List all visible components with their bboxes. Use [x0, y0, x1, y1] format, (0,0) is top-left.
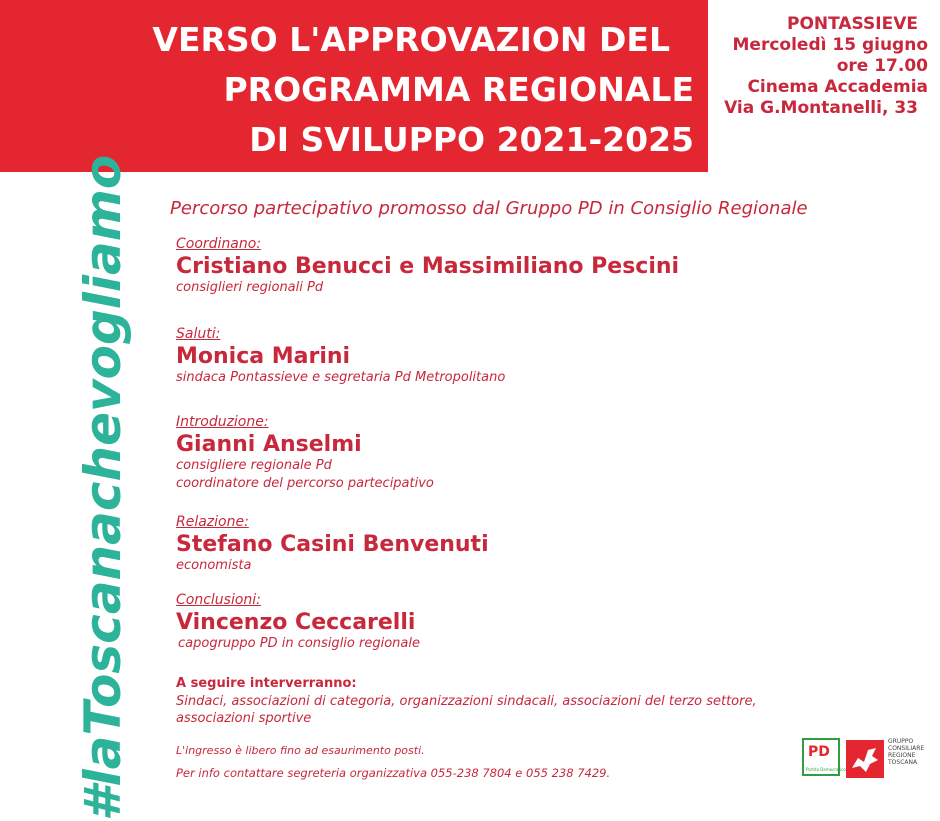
follow-heading: A seguire interverranno:: [176, 676, 357, 691]
section-role: Introduzione:: [176, 414, 269, 430]
speaker-desc: coordinatore del percorso partecipativo: [176, 476, 434, 491]
speaker-desc: capogruppo PD in consiglio regionale: [178, 636, 420, 651]
follow-section: [176, 676, 826, 727]
section-introduzione: [176, 414, 434, 493]
event-city: PONTASSIEVE: [786, 14, 918, 34]
follow-body: Sindaci, associazioni di categoria, organizzazioni sindacali, associazioni del terzo settore, associazioni sportive: [176, 694, 757, 726]
event-time: ore 17.00: [836, 56, 928, 76]
section-saluti: [176, 326, 505, 387]
speaker-name: Vincenzo Ceccarelli: [176, 610, 416, 635]
title-line-3: DI SVILUPPO 2021-2025: [249, 120, 694, 159]
speaker-desc: consigliere regionale Pd: [176, 458, 332, 473]
speaker-desc: economista: [176, 558, 252, 573]
title-line-2: PROGRAMMA REGIONALE: [223, 70, 694, 109]
hashtag-container: [72, 154, 134, 821]
title-line-1: VERSO L'APPROVAZION DEL: [152, 20, 670, 59]
hashtag: #laToscanachevogliamo: [74, 154, 132, 821]
section-relazione: [176, 514, 489, 575]
event-venue: Cinema Accademia: [747, 77, 928, 97]
pegasus-logo-icon: [846, 740, 884, 778]
entry-note: L'ingresso è libero fino ad esaurimento posti.: [176, 744, 425, 757]
pd-logo-small: Partito Democratico: [806, 767, 846, 772]
speaker-name: Gianni Anselmi: [176, 432, 362, 457]
speaker-desc: sindaca Pontassieve e segretaria Pd Metropolitano: [176, 370, 506, 385]
section-role: Coordinano:: [176, 236, 262, 252]
title-banner: [0, 0, 708, 172]
group-text: GRUPPO CONSILIARE REGIONE TOSCANA: [888, 738, 925, 766]
event-address: Via G.Montanelli, 33: [724, 98, 918, 118]
speaker-name: Monica Marini: [176, 344, 351, 369]
speaker-name: Cristiano Benucci e Massimiliano Pescini: [176, 254, 680, 279]
section-conclusioni: [176, 592, 420, 653]
speaker-desc: consiglieri regionali Pd: [176, 280, 324, 295]
subtitle: Percorso partecipativo promosso dal Gruppo PD in Consiglio Regionale: [170, 198, 808, 219]
pd-logo: [802, 738, 846, 776]
pd-logo-text: PD: [808, 744, 830, 760]
event-info: [724, 14, 928, 119]
logos: [798, 734, 930, 780]
speaker-name: Stefano Casini Benvenuti: [176, 532, 489, 557]
section-role: Saluti:: [176, 326, 221, 342]
info-note: Per info contattare segreteria organizzativa 055-238 7804 e 055 238 7429.: [176, 766, 611, 780]
section-coordinano: [176, 236, 679, 297]
section-role: Relazione:: [176, 514, 249, 530]
event-date: Mercoledì 15 giugno: [732, 35, 928, 55]
section-role: Conclusioni:: [176, 592, 261, 608]
